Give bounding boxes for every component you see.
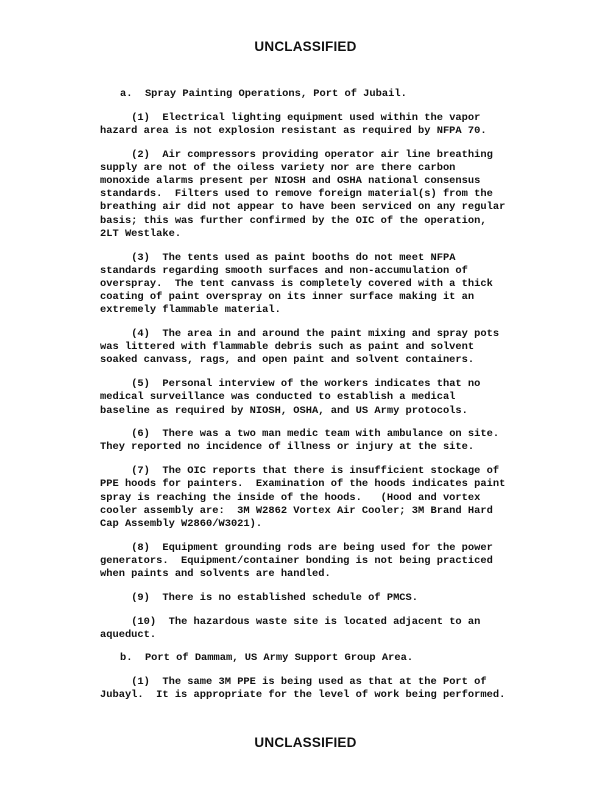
text-line: standards. Filters used to remove foreign material(s) from the (100, 188, 493, 201)
text-line: (4) The area in and around the paint mixing and spray pots (100, 328, 500, 341)
text-line: overspray. The tent canvass is completely covered with a thick (100, 277, 493, 290)
text-line: (3) The tents used as paint booths do not meet NFPA (100, 251, 456, 264)
text-line: hazard area is not explosion resistant as required by NFPA 70. (100, 124, 487, 137)
classification-marking-top: UNCLASSIFIED (254, 39, 357, 54)
section-a-paragraph (100, 378, 560, 418)
section-b-heading: b. Port of Dammam, US Army Support Group Area. (120, 652, 414, 665)
section-a-paragraph (100, 465, 560, 531)
text-line: coating of paint overspray on its inner surface making it an (100, 291, 475, 304)
section-a-paragraph (100, 112, 560, 138)
section-a-paragraph (100, 542, 560, 582)
section-b-paragraph (100, 676, 560, 702)
section-a-paragraphs (100, 112, 560, 642)
text-line: PPE hoods for painters. Examination of the hoods indicates paint (100, 478, 506, 491)
text-line: (8) Equipment grounding rods are being used for the power (100, 541, 493, 554)
text-line: (6) There was a two man medic team with ambulance on site. (100, 428, 500, 441)
text-line: extremely flammable material. (100, 304, 281, 317)
text-line: They reported no incidence of illness or injury at the site. (100, 441, 475, 454)
text-line: (2) Air compressors providing operator air line breathing (100, 148, 493, 161)
document-body (100, 88, 560, 713)
text-line: (1) Electrical lighting equipment used within the vapor (100, 111, 481, 124)
text-line: baseline as required by NIOSH, OSHA, and US Army protocols. (100, 404, 468, 417)
classification-marking-bottom: UNCLASSIFIED (254, 735, 357, 750)
text-line: aqueduct. (100, 628, 157, 641)
section-a-paragraph (100, 592, 560, 605)
text-line: soaked canvass, rags, and open paint and solvent containers. (100, 354, 475, 367)
section-a-paragraph (100, 428, 560, 454)
text-line: standards regarding smooth surfaces and non-accumulation of (100, 264, 468, 277)
text-line: medical surveillance was conducted to establish a medical (100, 391, 456, 404)
section-a-paragraph (100, 149, 560, 241)
text-line: monoxide alarms present per NIOSH and OSHA national consensus (100, 175, 481, 188)
text-line: breathing air did not appear to have been serviced on any regular (100, 201, 506, 214)
text-line: (1) The same 3M PPE is being used as that at the Port of (100, 676, 487, 689)
text-line: spray is reaching the inside of the hoods. (Hood and vortex (100, 491, 481, 504)
text-line: basis; this was further confirmed by the OIC of the operation, (100, 214, 487, 227)
text-line: (7) The OIC reports that there is insufficient stockage of (100, 465, 500, 478)
text-line: when paints and solvents are handled. (100, 568, 331, 581)
text-line: (5) Personal interview of the workers indicates that no (100, 378, 481, 391)
section-a-paragraph (100, 328, 560, 368)
text-line: Jubayl. It is appropriate for the level of work being performed. (100, 689, 506, 702)
text-line: supply are not of the oiless variety nor are there carbon (100, 161, 456, 174)
text-line: (9) There is no established schedule of PMCS. (100, 591, 419, 604)
text-line: generators. Equipment/container bonding is not being practiced (100, 554, 493, 567)
text-line: Cap Assembly W2860/W3021). (100, 517, 263, 530)
section-a-heading: a. Spray Painting Operations, Port of Jubail. (120, 88, 407, 100)
text-line: was littered with flammable debris such as paint and solvent (100, 341, 475, 354)
text-line: cooler assembly are: 3M W2862 Vortex Air Cooler; 3M Brand Hard (100, 504, 493, 517)
text-line: (10) The hazardous waste site is located adjacent to an (100, 615, 481, 628)
section-a-paragraph (100, 616, 560, 642)
text-line: 2LT Westlake. (100, 227, 182, 240)
section-a-paragraph (100, 252, 560, 318)
section-b-paragraphs (100, 676, 560, 702)
